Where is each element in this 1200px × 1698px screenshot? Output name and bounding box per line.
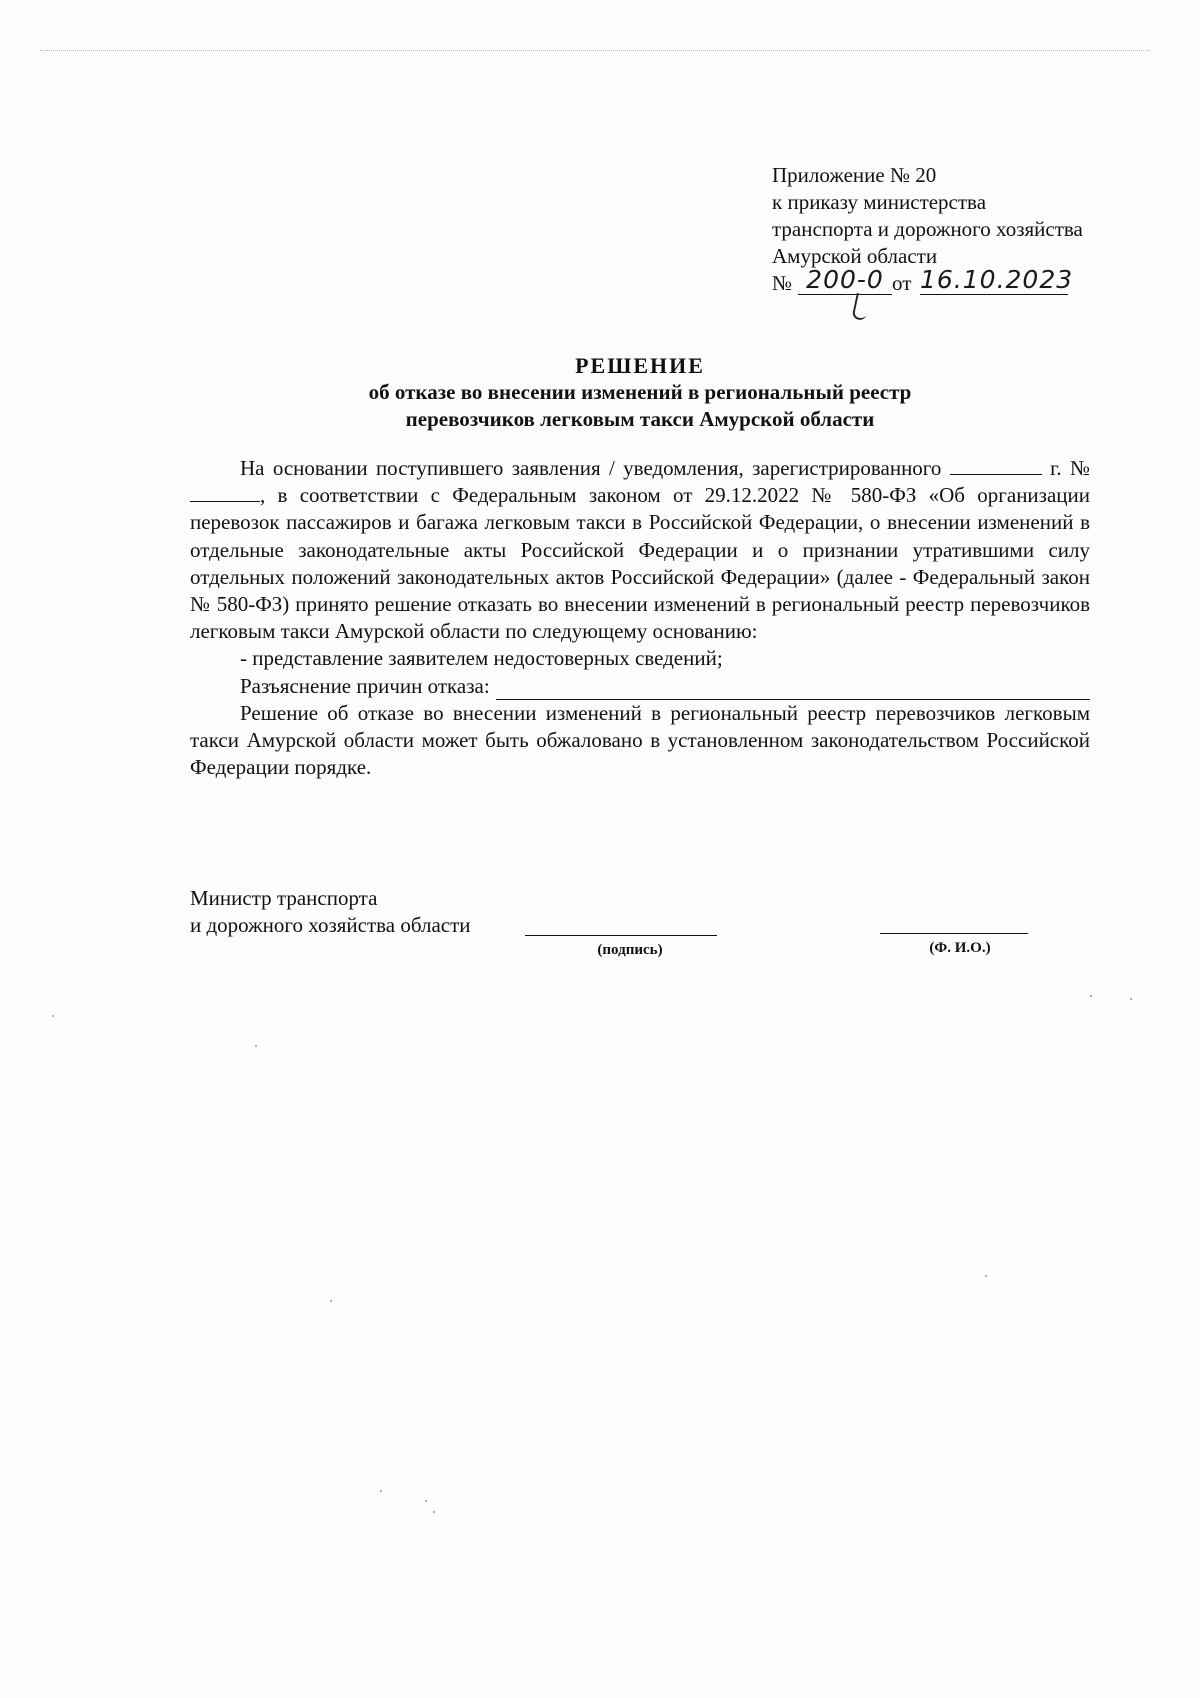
basis-text: , в соответствии с Федеральным законом от 29.12.2022 № 580-ФЗ «Об организации перевозок пассажиров и багажа легковым такси в Российской Федерации, о внесении изменений в отдельные законодательные акты Российской Федерации и о признании утратившими силу отдельных положений законодательных актов Российской Федерации» (далее - Федеральный закон № 580-ФЗ) принято решение отказать во внесении изменений в региональный реестр перевозчиков легковым такси Амурской области по следующему основанию: (190, 483, 1090, 644)
title-decision: РЕШЕНИЕ (575, 353, 705, 378)
handwritten-order-date: 16.10.2023 (920, 265, 1074, 294)
refusal-ground: - представление заявителем недостоверных сведений; (240, 646, 723, 671)
signature-block (190, 885, 1090, 958)
appeal-paragraph: Решение об отказе во внесении изменений в региональный реестр перевозчиков легковым такси Амурской области может быть обжаловано в установленном законодательством Российской Федерации порядке. (190, 700, 1090, 780)
scan-speck (52, 1015, 54, 1017)
registration-date-blank (950, 456, 1042, 475)
refusal-reason-blank (496, 679, 1090, 700)
title-subject-line1: об отказе во внесении изменений в региональный реестр (368, 380, 912, 404)
signature-caption: (подпись) (597, 942, 663, 958)
annex-title: Приложение № 20 (772, 163, 937, 187)
date-from-label: от (892, 271, 912, 295)
basis-intro: На основании поступившего заявления / уведомления, зарегистрированного (240, 456, 942, 480)
scan-speck (1090, 995, 1092, 997)
handwritten-number-tail (851, 293, 870, 321)
annex-region: Амурской области (772, 244, 938, 268)
number-sign: № (772, 271, 793, 295)
scan-speck (425, 1500, 427, 1502)
registration-number-label: г. № (1050, 456, 1091, 480)
signatory-position-line2: и дорожного хозяйства области (190, 913, 471, 937)
name-caption: (Ф. И.О.) (929, 940, 991, 956)
basis-paragraph (190, 455, 1090, 645)
scan-top-edge (40, 50, 1150, 51)
registration-number-blank (190, 483, 260, 502)
scan-speck (985, 1275, 987, 1277)
document-body (190, 455, 1090, 781)
scan-speck (380, 1490, 382, 1492)
scan-speck (433, 1511, 435, 1513)
title-subject-line2: перевозчиков легковым такси Амурской области (405, 407, 875, 431)
handwritten-order-number: 200-0 (798, 266, 892, 295)
scan-speck (330, 1300, 332, 1302)
scan-speck (1130, 998, 1132, 1000)
annex-header (772, 162, 1132, 300)
refusal-reason-label: Разъяснение причин отказа: (240, 673, 490, 698)
signature-line (525, 935, 717, 936)
annex-number-line (772, 265, 1132, 300)
scan-speck (255, 1045, 257, 1047)
refusal-reason-line (190, 673, 1090, 700)
name-line (880, 933, 1028, 934)
annex-order-ref: к приказу министерства (772, 190, 987, 214)
document-title (190, 352, 1090, 433)
signatory-position-line1: Министр транспорта (190, 886, 378, 910)
annex-ministry: транспорта и дорожного хозяйства (772, 217, 1083, 241)
